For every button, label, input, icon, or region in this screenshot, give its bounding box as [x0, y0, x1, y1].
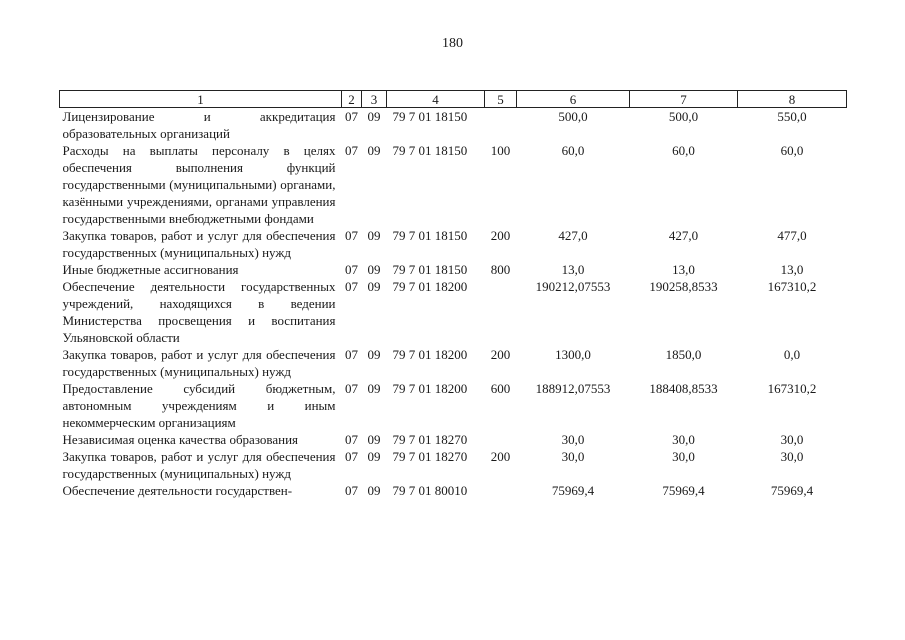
table-row: [60, 108, 847, 143]
row-value-1: 190212,07553: [535, 279, 611, 294]
row-name: Иные бюджетные ассигнования: [62, 262, 239, 277]
row-value-3: 477,0: [777, 228, 807, 243]
row-value-3: 13,0: [780, 262, 804, 277]
header-col-5: 5: [485, 91, 517, 108]
row-section: 07: [345, 381, 358, 396]
page-number: 180: [442, 36, 463, 51]
row-expense-type: [485, 482, 517, 499]
row-subsection: 09: [367, 109, 381, 124]
row-subsection: 09: [367, 449, 381, 464]
row-expense-type: 800: [490, 262, 511, 277]
row-subsection: 09: [367, 279, 381, 294]
row-expense-type: 200: [490, 449, 511, 464]
row-value-1: 60,0: [561, 143, 585, 158]
row-subsection: 09: [367, 432, 381, 447]
header-col-2: 2: [342, 91, 362, 108]
row-expense-type: 200: [490, 228, 511, 243]
table-row: [60, 261, 847, 278]
row-value-1: 427,0: [558, 228, 588, 243]
row-target-article: 79 7 01 18200: [392, 347, 468, 362]
table-row: [60, 482, 847, 499]
row-value-3: 167310,2: [767, 381, 817, 396]
row-section: 07: [345, 143, 358, 158]
row-value-2: 30,0: [672, 449, 695, 464]
row-value-3: 75969,4: [770, 483, 814, 498]
table-row: [60, 431, 847, 448]
header-col-1: 1: [60, 91, 342, 108]
row-section: 07: [345, 347, 358, 362]
row-target-article: 79 7 01 18200: [392, 381, 468, 396]
row-value-2: 500,0: [668, 109, 699, 124]
row-value-1: 75969,4: [551, 483, 595, 498]
table-row: [60, 142, 847, 227]
row-name: Обеспечение деятельности государственных учреждений, находящихся в ведении Министерства просвещения и воспитания Ульяновской области: [62, 279, 336, 345]
row-expense-type: 600: [490, 381, 511, 396]
row-section: 07: [345, 109, 358, 124]
row-value-1: 30,0: [561, 432, 585, 447]
row-name: Предоставление субсидий бюджетным, автономным учреждениям и иным некоммерческим организациям: [62, 381, 336, 430]
row-name: Обеспечение деятельности государствен-: [62, 483, 293, 498]
row-subsection: 09: [367, 143, 381, 158]
row-name: Закупка товаров, работ и услуг для обеспечения государственных (муниципальных) нужд: [62, 347, 336, 379]
row-target-article: 79 7 01 18150: [392, 228, 468, 243]
row-value-2: 1850,0: [665, 347, 702, 362]
header-col-6: 6: [517, 91, 630, 108]
table-header: [60, 91, 847, 108]
row-expense-type: 200: [490, 347, 511, 362]
table-row: [60, 380, 847, 431]
row-value-2: 75969,4: [662, 483, 705, 498]
row-value-2: 188408,8533: [649, 381, 718, 396]
row-target-article: 79 7 01 18270: [392, 449, 468, 464]
header-col-7: 7: [630, 91, 738, 108]
table-row: [60, 346, 847, 380]
row-expense-type: [485, 431, 517, 448]
row-subsection: 09: [367, 483, 381, 498]
header-col-4: 4: [387, 91, 485, 108]
row-value-2: 190258,8533: [649, 279, 718, 294]
row-name: Независимая оценка качества образования: [62, 432, 299, 447]
row-value-2: 427,0: [668, 228, 699, 243]
row-value-3: 30,0: [780, 432, 804, 447]
row-target-article: 79 7 01 18150: [392, 262, 468, 277]
row-name: Лицензирование и аккредитация образовательных организаций: [62, 109, 336, 141]
row-section: 07: [345, 228, 358, 243]
table-row: [60, 278, 847, 346]
header-row: [60, 91, 847, 108]
row-value-1: 188912,07553: [535, 381, 611, 396]
row-value-1: 500,0: [558, 109, 588, 124]
row-value-1: 13,0: [561, 262, 585, 277]
table-body: [60, 108, 847, 500]
row-subsection: 09: [367, 381, 381, 396]
row-section: 07: [345, 262, 358, 277]
row-section: 07: [345, 279, 358, 294]
row-value-3: 60,0: [780, 143, 804, 158]
row-value-2: 30,0: [672, 432, 695, 447]
row-expense-type: [485, 278, 517, 346]
row-name: Закупка товаров, работ и услуг для обеспечения государственных (муниципальных) нужд: [62, 228, 336, 260]
row-subsection: 09: [367, 262, 381, 277]
row-value-3: 550,0: [777, 109, 807, 124]
row-expense-type: [485, 108, 517, 143]
row-subsection: 09: [367, 347, 381, 362]
header-col-3: 3: [362, 91, 387, 108]
row-section: 07: [345, 449, 358, 464]
row-target-article: 79 7 01 18150: [392, 109, 468, 124]
row-value-1: 1300,0: [555, 347, 591, 362]
row-value-2: 60,0: [672, 143, 695, 158]
row-value-3: 167310,2: [767, 279, 817, 294]
header-col-8: 8: [738, 91, 847, 108]
row-target-article: 79 7 01 18150: [392, 143, 468, 158]
row-section: 07: [345, 432, 358, 447]
row-section: 07: [345, 483, 358, 498]
row-name: Закупка товаров, работ и услуг для обеспечения государственных (муниципальных) нужд: [62, 449, 336, 481]
budget-table: [59, 90, 847, 499]
row-value-1: 30,0: [561, 449, 585, 464]
row-target-article: 79 7 01 80010: [392, 483, 468, 498]
table-row: [60, 227, 847, 261]
row-name: Расходы на выплаты персоналу в целях обеспечения выполнения функций государственными (муниципальными) органами, казёнными учреждениями, органами управления государственными внебюджетными фондами: [62, 143, 336, 226]
row-value-3: 0,0: [783, 347, 801, 362]
row-expense-type: 100: [490, 143, 511, 158]
row-value-2: 13,0: [672, 262, 695, 277]
table-row: [60, 448, 847, 482]
row-subsection: 09: [367, 228, 381, 243]
row-value-3: 30,0: [780, 449, 804, 464]
row-target-article: 79 7 01 18270: [392, 432, 468, 447]
row-target-article: 79 7 01 18200: [392, 279, 468, 294]
